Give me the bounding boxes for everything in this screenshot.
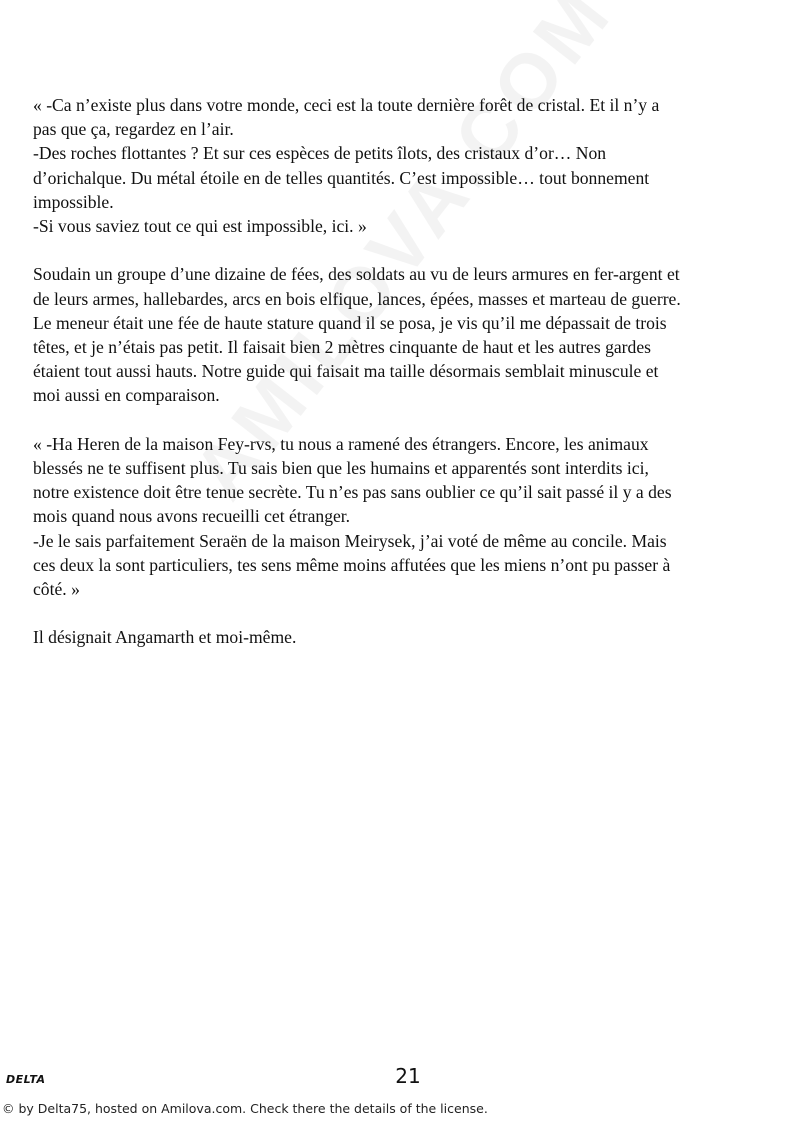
license-notice: © by Delta75, hosted on Amilova.com. Check there the details of the license. xyxy=(2,1101,488,1116)
author-logo: DELTA xyxy=(6,1073,46,1086)
text-line: Il désignait Angamarth et moi-même. xyxy=(33,627,297,648)
text-line: mois quand nous avons recueilli cet étranger. xyxy=(33,506,351,527)
paragraph-fairy-soldiers xyxy=(33,262,773,407)
text-line: de leurs armes, hallebardes, arcs en bois elfique, lances, épées, masses et marteau de guerre. xyxy=(33,288,681,309)
text-line: Soudain un groupe d’une dizaine de fées, des soldats au vu de leurs armures en fer-argent et xyxy=(33,264,680,285)
page-body xyxy=(33,93,773,674)
text-line: têtes, et je n’étais pas petit. Il faisait bien 2 mètres cinquante de haut et les autres gardes xyxy=(33,337,651,358)
paragraph-dialogue-crystal-forest xyxy=(33,93,773,238)
text-line: impossible. xyxy=(33,191,114,212)
text-line: -Des roches flottantes ? Et sur ces espèces de petits îlots, des cristaux d’or… Non xyxy=(33,143,607,164)
paragraph-dialogue-heren xyxy=(33,432,773,601)
text-line: pas que ça, regardez en l’air. xyxy=(33,119,234,140)
text-line: d’orichalque. Du métal étoile en de telles quantités. C’est impossible… tout bonnement xyxy=(33,167,650,188)
text-line: -Si vous saviez tout ce qui est impossible, ici. » xyxy=(33,216,367,237)
text-line: moi aussi en comparaison. xyxy=(33,385,220,406)
paragraph-designation xyxy=(33,625,773,649)
text-line: « -Ha Heren de la maison Fey-rvs, tu nous a ramené des étrangers. Encore, les animaux xyxy=(33,433,649,454)
text-line: étaient tout aussi hauts. Notre guide qui faisait ma taille désormais semblait minuscule et xyxy=(33,361,659,382)
text-line: ces deux la sont particuliers, tes sens même moins affutées que les miens n’ont pu passer à xyxy=(33,554,671,575)
text-line: côté. » xyxy=(33,579,80,600)
text-line: Le meneur était une fée de haute stature quand il se posa, je vis qu’il me dépassait de trois xyxy=(33,312,667,333)
page-number: 21 xyxy=(395,1064,421,1088)
text-line: -Je le sais parfaitement Seraën de la maison Meirysek, j’ai voté de même au concile. Mais xyxy=(33,530,667,551)
text-line: « -Ca n’existe plus dans votre monde, ceci est la toute dernière forêt de cristal. Et il n’y a xyxy=(33,95,660,115)
text-line: blessés ne te suffisent plus. Tu sais bien que les humains et apparentés sont interdits ici, xyxy=(33,458,649,479)
text-line: notre existence doit être tenue secrète. Tu n’es pas sans oublier ce qu’il sait passé il y a des xyxy=(33,482,672,503)
